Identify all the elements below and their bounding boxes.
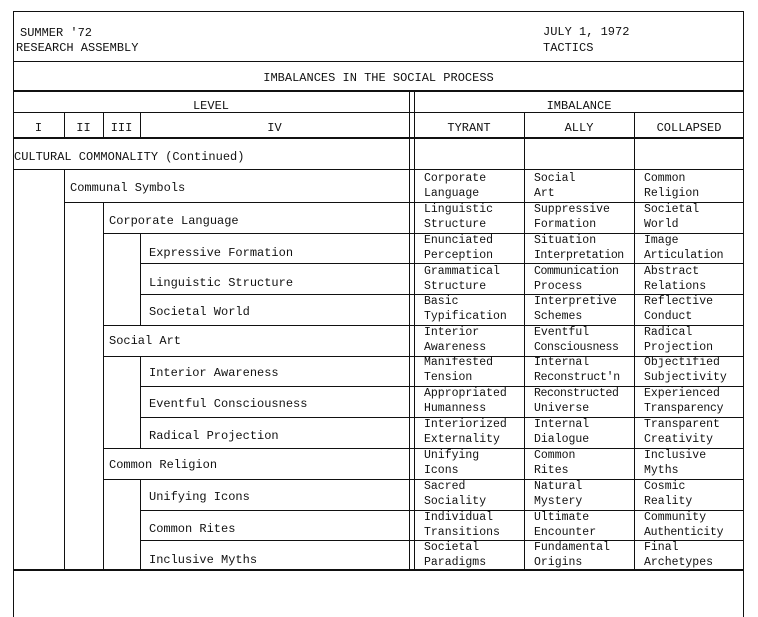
cell-collapsed-13b: Archetypes bbox=[644, 556, 714, 569]
cell-collapsed-9a: Transparent bbox=[644, 418, 720, 431]
cell-ally-8b: Universe bbox=[534, 402, 590, 415]
cell-collapsed-7a: Objectified bbox=[644, 356, 720, 369]
cell-ally-9b: Dialogue bbox=[534, 433, 590, 446]
cell-tyrant-11b: Sociality bbox=[424, 495, 487, 508]
cell-tyrant-10a: Unifying bbox=[424, 449, 480, 462]
cell-ally-10b: Rites bbox=[534, 464, 569, 477]
cell-ally-13a: Fundamental bbox=[534, 541, 610, 554]
cell-tyrant-6a: Interior bbox=[424, 326, 480, 339]
cell-ally-6a: Eventful bbox=[534, 326, 590, 339]
cell-collapsed-3b: Articulation bbox=[644, 249, 724, 262]
row-label-radical-projection: Radical Projection bbox=[149, 429, 279, 443]
col-tyrant: TYRANT bbox=[447, 121, 491, 135]
table-title: IMBALANCES IN THE SOCIAL PROCESS bbox=[263, 71, 494, 85]
cell-tyrant-9b: Externality bbox=[424, 433, 500, 446]
cell-ally-10a: Common bbox=[534, 449, 576, 462]
cell-collapsed-8a: Experienced bbox=[644, 387, 720, 400]
col-level-iii: III bbox=[110, 121, 133, 135]
row-label-linguistic-structure: Linguistic Structure bbox=[149, 276, 294, 290]
table-bottom-line bbox=[13, 569, 744, 571]
header-left-line1: SUMMER '72 bbox=[20, 26, 93, 40]
cell-ally-6b: Consciousness bbox=[534, 341, 619, 354]
cell-tyrant-13a: Societal bbox=[424, 541, 480, 554]
cell-ally-12b: Encounter bbox=[534, 526, 597, 539]
level-ii-indent-line bbox=[103, 202, 104, 569]
cell-collapsed-3a: Image bbox=[644, 234, 679, 247]
header-right-line1: JULY 1, 1972 bbox=[543, 25, 630, 39]
cell-ally-1b: Art bbox=[534, 187, 555, 200]
cell-collapsed-9b: Creativity bbox=[644, 433, 714, 446]
cell-tyrant-7b: Tension bbox=[424, 371, 473, 384]
row-label-social-art: Social Art bbox=[109, 334, 182, 348]
cell-tyrant-5a: Basic bbox=[424, 295, 459, 308]
cell-tyrant-2b: Structure bbox=[424, 218, 487, 231]
cell-tyrant-4a: Grammatical bbox=[424, 265, 500, 278]
cell-tyrant-11a: Sacred bbox=[424, 480, 466, 493]
cell-ally-8a: Reconstructed bbox=[534, 387, 619, 400]
col-collapsed: COLLAPSED bbox=[656, 121, 722, 135]
cell-collapsed-5a: Reflective bbox=[644, 295, 714, 308]
cell-ally-11b: Mystery bbox=[534, 495, 583, 508]
cell-ally-11a: Natural bbox=[534, 480, 583, 493]
cell-collapsed-13a: Final bbox=[644, 541, 679, 554]
level-header: LEVEL bbox=[192, 99, 229, 113]
cell-tyrant-9a: Interiorized bbox=[424, 418, 507, 431]
cell-tyrant-7a: Manifested bbox=[424, 356, 494, 369]
header-left-line2: RESEARCH ASSEMBLY bbox=[16, 41, 139, 55]
cell-collapsed-11b: Reality bbox=[644, 495, 693, 508]
cell-ally-4b: Process bbox=[534, 280, 583, 293]
hdr-divider-1 bbox=[64, 113, 65, 138]
cell-collapsed-10b: Myths bbox=[644, 464, 679, 477]
cell-ally-7a: Internal bbox=[534, 356, 590, 369]
cell-ally-3b: Interpretation bbox=[534, 249, 624, 262]
cell-tyrant-6b: Awareness bbox=[424, 341, 487, 354]
row-label-eventful-consciousness: Eventful Consciousness bbox=[149, 397, 308, 411]
col-ally: ALLY bbox=[564, 121, 594, 135]
cell-ally-1a: Social bbox=[534, 172, 576, 185]
section-bottom-line bbox=[13, 169, 744, 170]
col-level-ii: II bbox=[76, 121, 91, 135]
row-label-inclusive-myths: Inclusive Myths bbox=[149, 553, 258, 567]
cell-tyrant-3b: Perception bbox=[424, 249, 494, 262]
cell-collapsed-1b: Religion bbox=[644, 187, 700, 200]
hdr-divider-3 bbox=[140, 113, 141, 138]
cell-ally-2a: Suppressive bbox=[534, 203, 610, 216]
row-label-communal-symbols: Communal Symbols bbox=[70, 181, 186, 195]
cell-collapsed-2b: World bbox=[644, 218, 679, 231]
row-label-expressive-formation: Expressive Formation bbox=[149, 246, 294, 260]
cell-tyrant-8a: Appropriated bbox=[424, 387, 507, 400]
cell-tyrant-4b: Structure bbox=[424, 280, 487, 293]
cell-ally-3a: Situation bbox=[534, 234, 597, 247]
title-top-line bbox=[13, 61, 744, 62]
level-iii-indent-line-b bbox=[140, 356, 141, 448]
double-divider-right bbox=[414, 91, 415, 569]
cell-collapsed-5b: Conduct bbox=[644, 310, 693, 323]
col-level-iv: IV bbox=[267, 121, 282, 135]
cell-ally-7b: Reconstruct'n bbox=[534, 371, 620, 384]
ally-divider bbox=[524, 113, 525, 569]
cell-tyrant-5b: Typification bbox=[424, 310, 507, 323]
frame-top-line bbox=[13, 11, 744, 12]
row-line-1 bbox=[64, 202, 744, 203]
cell-tyrant-1b: Language bbox=[424, 187, 480, 200]
cell-tyrant-12b: Transitions bbox=[424, 526, 500, 539]
cell-tyrant-13b: Paradigms bbox=[424, 556, 487, 569]
cell-collapsed-10a: Inclusive bbox=[644, 449, 707, 462]
cell-tyrant-12a: Individual bbox=[424, 511, 494, 524]
cell-ally-4a: Communication bbox=[534, 265, 619, 278]
section-title: CULTURAL COMMONALITY (Continued) bbox=[14, 150, 245, 164]
double-divider-left bbox=[409, 91, 410, 569]
cell-tyrant-10b: Icons bbox=[424, 464, 459, 477]
cell-ally-5b: Schemes bbox=[534, 310, 583, 323]
cell-collapsed-2a: Societal bbox=[644, 203, 700, 216]
cell-collapsed-8b: Transparency bbox=[644, 402, 724, 415]
cell-tyrant-1a: Corporate bbox=[424, 172, 487, 185]
cell-tyrant-8b: Humanness bbox=[424, 402, 487, 415]
cell-ally-12a: Ultimate bbox=[534, 511, 590, 524]
cell-collapsed-1a: Common bbox=[644, 172, 686, 185]
cell-tyrant-2a: Linguistic bbox=[424, 203, 494, 216]
row-label-interior-awareness: Interior Awareness bbox=[149, 366, 279, 380]
row-label-common-religion: Common Religion bbox=[109, 458, 218, 472]
cell-ally-5a: Interpretive bbox=[534, 295, 617, 308]
cell-ally-2b: Formation bbox=[534, 218, 597, 231]
level-iii-indent-line-c bbox=[140, 479, 141, 569]
cell-ally-9a: Internal bbox=[534, 418, 590, 431]
cell-collapsed-12a: Community bbox=[644, 511, 707, 524]
hdr-divider-2 bbox=[103, 113, 104, 138]
row-label-common-rites: Common Rites bbox=[149, 522, 236, 536]
header-right-line2: TACTICS bbox=[543, 41, 594, 55]
cell-tyrant-3a: Enunciated bbox=[424, 234, 494, 247]
cell-collapsed-6a: Radical bbox=[644, 326, 693, 339]
cell-collapsed-6b: Projection bbox=[644, 341, 714, 354]
level-i-indent-line bbox=[64, 169, 65, 569]
title-bottom-line bbox=[13, 90, 744, 92]
cell-collapsed-4a: Abstract bbox=[644, 265, 700, 278]
row-label-societal-world: Societal World bbox=[149, 305, 250, 319]
col-level-i: I bbox=[34, 121, 43, 135]
cell-collapsed-7b: Subjectivity bbox=[644, 371, 727, 384]
cell-collapsed-11a: Cosmic bbox=[644, 480, 686, 493]
row-label-corporate-language: Corporate Language bbox=[109, 214, 239, 228]
cell-collapsed-12b: Authenticity bbox=[644, 526, 724, 539]
row-label-unifying-icons: Unifying Icons bbox=[149, 490, 250, 504]
imbalance-header: IMBALANCE bbox=[546, 99, 612, 113]
cell-ally-13b: Origins bbox=[534, 556, 583, 569]
cell-collapsed-4b: Relations bbox=[644, 280, 707, 293]
level-iii-indent-line-a bbox=[140, 233, 141, 325]
collapsed-divider bbox=[634, 113, 635, 569]
